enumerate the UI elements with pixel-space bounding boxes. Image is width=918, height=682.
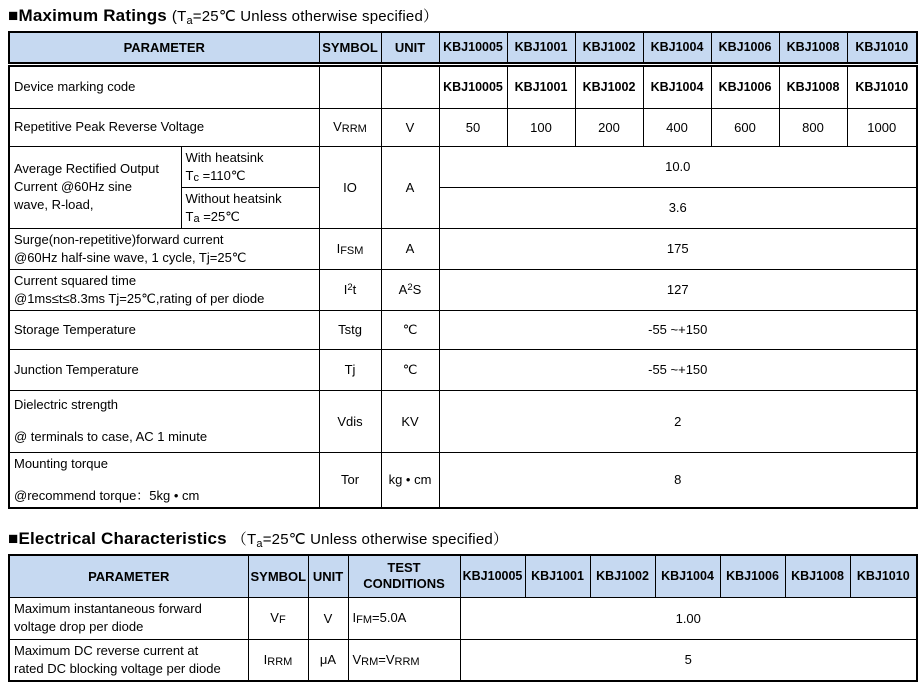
param-header: PARAMETER [9, 555, 248, 597]
value-cell: 3.6 [439, 187, 917, 228]
test-condition-cell: $I_{FM}=5.0A$ [348, 597, 460, 639]
electrical-table [8, 554, 918, 682]
value-cell: 1000 [847, 108, 917, 146]
electrical-condition: （$T_a=25℃$ Unless otherwise specified） [231, 531, 509, 550]
value-cell: 8 [439, 452, 917, 508]
unit-header: UNIT [308, 555, 348, 597]
unit-cell: V [308, 597, 348, 639]
param-cell: Junction Temperature [9, 349, 319, 390]
max-ratings-table [8, 31, 918, 509]
row-tj [9, 349, 917, 390]
param-cell: Mounting torque @recommend torque：5kg • cm [9, 452, 319, 508]
param-cell: Storage Temperature [9, 310, 319, 349]
symbol-cell: $V_{RRM}$ [319, 108, 381, 146]
row-device-marking [9, 64, 917, 108]
value-cell: 50 [439, 108, 507, 146]
value-cell: KBJ1001 [507, 64, 575, 108]
unit-cell [381, 64, 439, 108]
model-header: KBJ1004 [655, 555, 720, 597]
max-ratings-condition: ($T_a=25℃$ Unless otherwise specified） [171, 8, 439, 27]
symbol-header: SYMBOL [248, 555, 308, 597]
row-i2t [9, 269, 917, 310]
electrical-title [8, 528, 914, 550]
unit-cell: KV [381, 390, 439, 452]
value-cell: KBJ1006 [711, 64, 779, 108]
value-cell: 2 [439, 390, 917, 452]
row-tstg [9, 310, 917, 349]
value-cell: KBJ1010 [847, 64, 917, 108]
electrical-title-text: ■Electrical Characteristics [8, 529, 227, 548]
unit-cell: ℃ [381, 349, 439, 390]
unit-cell: ℃ [381, 310, 439, 349]
table-header-row [9, 555, 917, 597]
model-header: KBJ1006 [711, 32, 779, 64]
unit-cell: μA [308, 639, 348, 681]
value-cell: -55 ~+150 [439, 310, 917, 349]
model-header: KBJ1001 [507, 32, 575, 64]
unit-header: UNIT [381, 32, 439, 64]
max-ratings-title [8, 5, 914, 27]
value-cell: 127 [439, 269, 917, 310]
model-header: KBJ10005 [460, 555, 525, 597]
model-header: KBJ1010 [847, 32, 917, 64]
symbol-cell: $I_{RRM}$ [248, 639, 308, 681]
electrical-section [8, 528, 914, 682]
param-cell: Average Rectified Output Current @60Hz sine wave, R-load, [9, 146, 181, 228]
model-header: KBJ1004 [643, 32, 711, 64]
row-vdis [9, 390, 917, 452]
value-cell: 600 [711, 108, 779, 146]
unit-cell: A [381, 228, 439, 269]
unit-cell: $A^2S$ [381, 269, 439, 310]
row-irrm [9, 639, 917, 681]
unit-cell: V [381, 108, 439, 146]
param-cell: Maximum DC reverse current at rated DC blocking voltage per diode [9, 639, 248, 681]
param-cell: Maximum instantaneous forward voltage drop per diode [9, 597, 248, 639]
symbol-cell: $I_{FSM}$ [319, 228, 381, 269]
value-cell: 200 [575, 108, 643, 146]
test-condition-cell: $V_{RM}=V_{RRM}$ [348, 639, 460, 681]
param-cell: Dielectric strength @ terminals to case, AC 1 minute [9, 390, 319, 452]
row-ifsm [9, 228, 917, 269]
value-cell: -55 ~+150 [439, 349, 917, 390]
max-ratings-title-text: ■Maximum Ratings [8, 6, 167, 25]
value-cell: 5 [460, 639, 917, 681]
symbol-cell: Tstg [319, 310, 381, 349]
table-header-row [9, 32, 917, 64]
condition-subcell: Without heatsink $T_a$ =25℃ [181, 187, 319, 228]
value-cell: 400 [643, 108, 711, 146]
value-cell: 10.0 [439, 146, 917, 187]
value-cell: KBJ1008 [779, 64, 847, 108]
model-header: KBJ1002 [590, 555, 655, 597]
model-header: KBJ10005 [439, 32, 507, 64]
value-cell: 175 [439, 228, 917, 269]
value-cell: KBJ1002 [575, 64, 643, 108]
model-header: KBJ1008 [779, 32, 847, 64]
symbol-cell [319, 64, 381, 108]
max-ratings-section [8, 5, 914, 509]
value-cell: 1.00 [460, 597, 917, 639]
value-cell: KBJ1004 [643, 64, 711, 108]
model-header: KBJ1008 [785, 555, 850, 597]
model-header: KBJ1002 [575, 32, 643, 64]
value-cell: 100 [507, 108, 575, 146]
row-tor [9, 452, 917, 508]
value-cell: 800 [779, 108, 847, 146]
symbol-cell: $I^2t$ [319, 269, 381, 310]
param-cell: Device marking code [9, 64, 319, 108]
condition-subcell: With heatsink $T_c$ =110℃ [181, 146, 319, 187]
row-io-with-heatsink [9, 146, 917, 187]
unit-cell: A [381, 146, 439, 228]
row-vf [9, 597, 917, 639]
value-cell: KBJ10005 [439, 64, 507, 108]
param-cell: Current squared time @1ms≤t≤8.3ms Tj=25℃,rating of per diode [9, 269, 319, 310]
model-header: KBJ1001 [525, 555, 590, 597]
param-cell: Repetitive Peak Reverse Voltage [9, 108, 319, 146]
model-header: KBJ1006 [720, 555, 785, 597]
symbol-cell: IO [319, 146, 381, 228]
test-conditions-header: TEST CONDITIONS [348, 555, 460, 597]
model-header: KBJ1010 [850, 555, 917, 597]
symbol-header: SYMBOL [319, 32, 381, 64]
symbol-cell: $V_F$ [248, 597, 308, 639]
symbol-cell: Tj [319, 349, 381, 390]
unit-cell: kg • cm [381, 452, 439, 508]
row-vrrm [9, 108, 917, 146]
param-cell: Surge(non-repetitive)forward current @60Hz half-sine wave, 1 cycle, Tj=25℃ [9, 228, 319, 269]
symbol-cell: Vdis [319, 390, 381, 452]
symbol-cell: Tor [319, 452, 381, 508]
param-header: PARAMETER [9, 32, 319, 64]
